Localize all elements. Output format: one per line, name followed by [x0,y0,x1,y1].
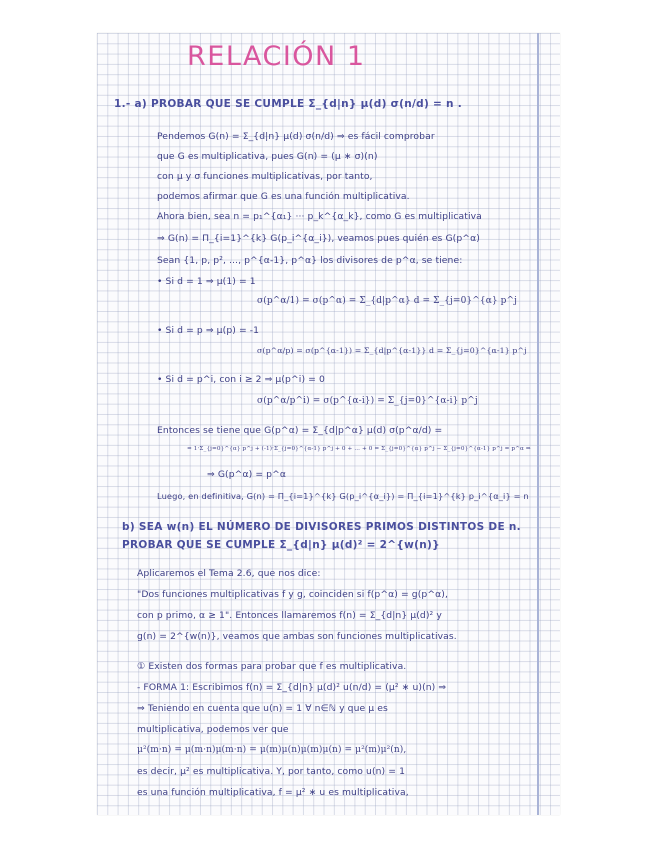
note-line: σ(p^α/p^i) = σ(p^{α-i}) = Σ_{j=0}^{α-i} p^j [257,396,478,406]
note-line: con μ y σ funciones multiplicativas, por tanto, [157,171,373,182]
page-title: RELACIÓN 1 [187,41,366,72]
note-line: - FORMA 1: Escribimos f(n) = Σ_{d|n} μ(d)² u(n/d) = (μ² ∗ u)(n) ⇒ [137,682,447,693]
note-line: PROBAR QUE SE CUMPLE Σ_{d|n} μ(d)² = 2^{w(n)} [122,539,440,551]
note-line: g(n) = 2^{w(n)}, veamos que ambas son funciones multiplicativas. [137,631,457,642]
notebook-page [97,33,560,815]
margin-line [537,33,539,815]
note-line: es decir, μ² es multiplicativa. Y, por tanto, como u(n) = 1 [137,766,406,777]
note-line: μ²(m·n) = μ(m·n)μ(m·n) = μ(m)μ(n)μ(m)μ(n) = μ²(m)μ²(n), [137,745,407,755]
note-line: • Si d = p^i, con i ≥ 2 ⇒ μ(p^i) = 0 [157,374,325,385]
note-line: Entonces se tiene que G(p^α) = Σ_{d|p^α} μ(d) σ(p^α/d) = [157,425,443,436]
note-line: • Si d = p ⇒ μ(p) = -1 [157,325,260,336]
note-line: ① Existen dos formas para probar que f es multiplicativa. [137,661,407,672]
note-line: ⇒ Teniendo en cuenta que u(n) = 1 ∀ n∈ℕ y que μ es [137,703,388,714]
note-line: multiplicativa, podemos ver que [137,724,289,735]
note-line: 1.- a) PROBAR QUE SE CUMPLE Σ_{d|n} μ(d) σ(n/d) = n . [114,98,463,110]
note-line: Pendemos G(n) = Σ_{d|n} μ(d) σ(n/d) ⇒ es fácil comprobar [157,131,435,142]
note-line: "Dos funciones multiplicativas f y g, coinciden si f(p^α) = g(p^α), [137,589,449,600]
note-line: ⇒ G(p^α) = p^α [207,469,287,480]
note-line: Luego, en definitiva, G(n) = Π_{i=1}^{k} G(p_i^{α_i}) = Π_{i=1}^{k} p_i^{α_i} = n [157,491,529,501]
note-line: es una función multiplicativa, f = μ² ∗ u es multiplicativa, [137,787,409,798]
note-line: Ahora bien, sea n = p₁^{α₁} ··· p_k^{α_k}, como G es multiplicativa [157,211,482,222]
note-line: ⇒ G(n) = Π_{i=1}^{k} G(p_i^{α_i}), veamos pues quién es G(p^α) [157,233,480,244]
note-line: podemos afirmar que G es una función multiplicativa. [157,191,410,202]
note-line: σ(p^α/p) = σ(p^{α-1}) = Σ_{d|p^{α-1}} d = Σ_{j=0}^{α-1} p^j [257,346,527,355]
note-line: Sean {1, p, p², ..., p^{α-1}, p^α} los divisores de p^α, se tiene: [157,255,463,266]
note-line: b) SEA w(n) EL NÚMERO DE DIVISORES PRIMOS DISTINTOS DE n. [122,521,521,533]
note-line: σ(p^α/1) = σ(p^α) = Σ_{d|p^α} d = Σ_{j=0}^{α} p^j [257,296,518,306]
note-line: Aplicaremos el Tema 2.6, que nos dice: [137,568,321,579]
note-line: que G es multiplicativa, pues G(n) = (μ ∗ σ)(n) [157,151,378,162]
note-line: con p primo, α ≥ 1". Entonces llamaremos f(n) = Σ_{d|n} μ(d)² y [137,610,442,621]
note-line: = 1·Σ_{j=0}^{α} p^j + (-1)·Σ_{j=0}^{α-1} p^j + 0 + ... + 0 = Σ_{j=0}^{α} p^j − Σ_{j=0}^{α-1} p^j = p^α ⇒ [187,446,531,452]
note-line: • Si d = 1 ⇒ μ(1) = 1 [157,276,256,287]
